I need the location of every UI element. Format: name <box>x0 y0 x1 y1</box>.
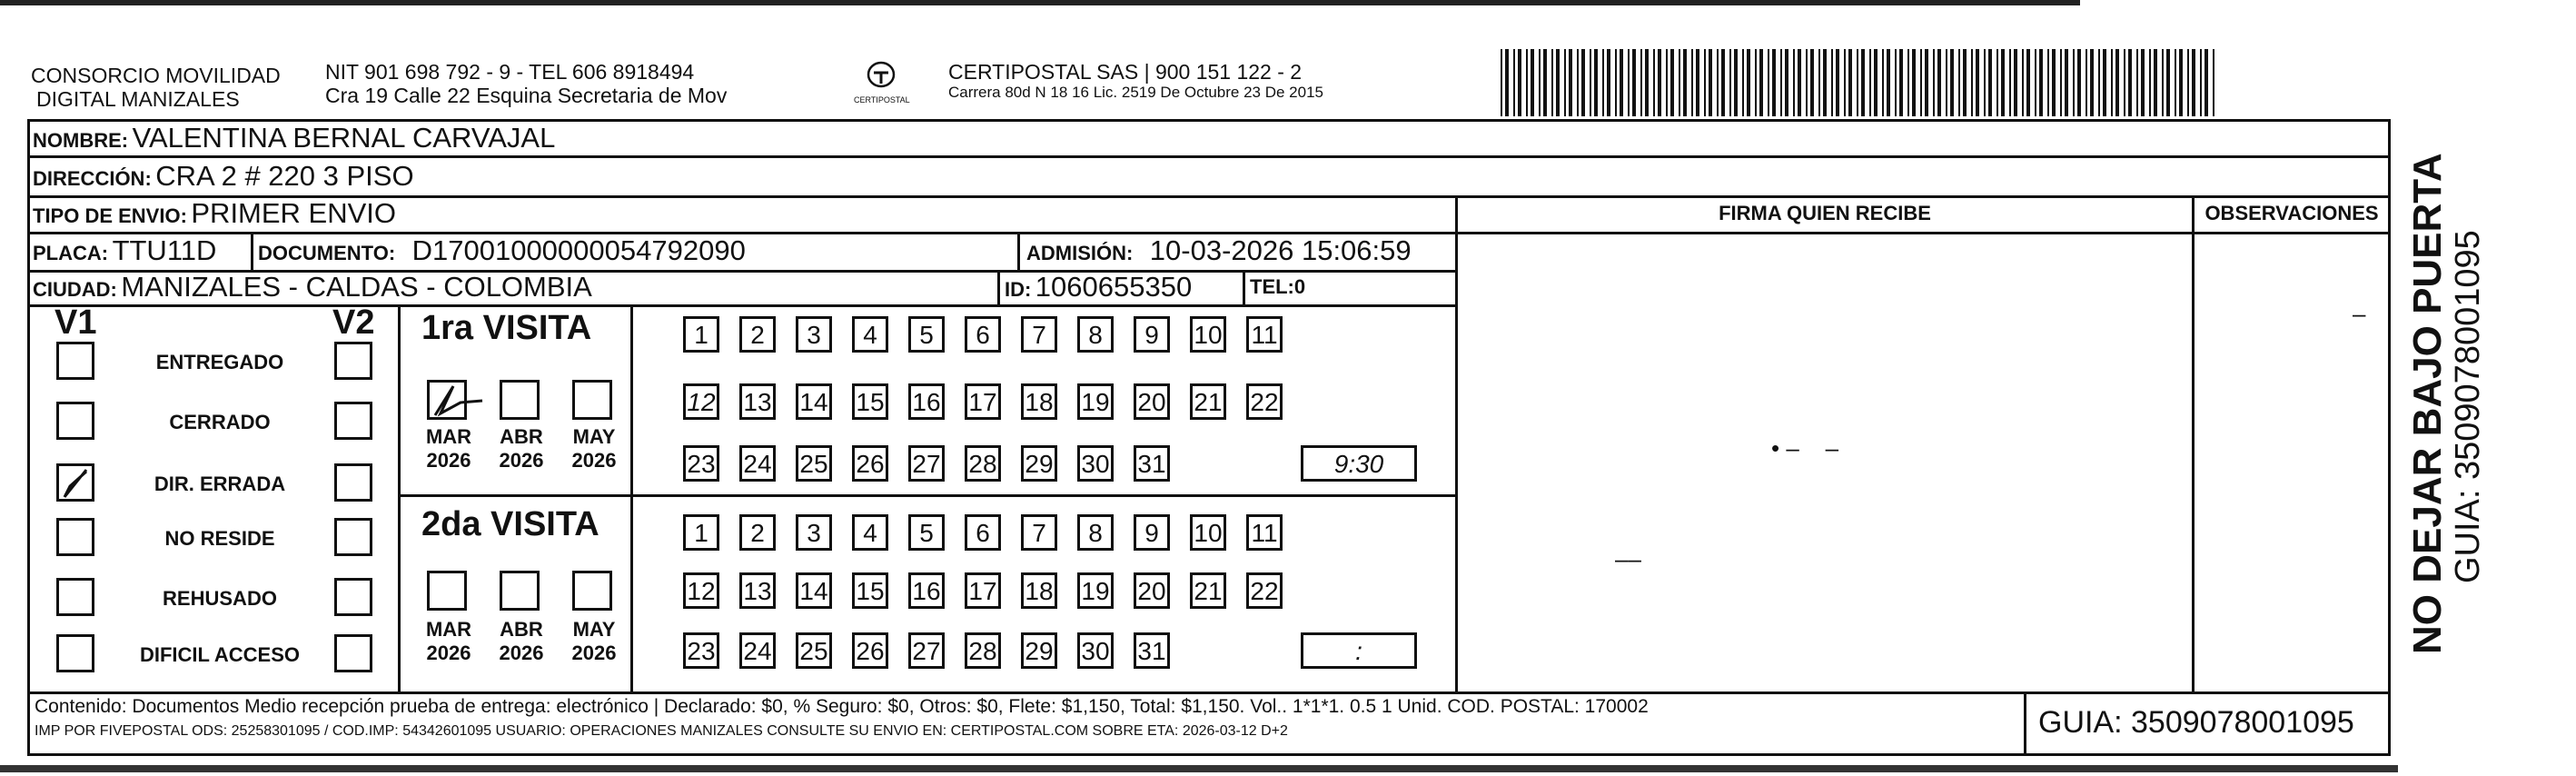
bottom-edge-line <box>0 765 2398 772</box>
status-label: NO RESIDE <box>164 527 275 550</box>
first-visit-day[interactable]: 29 <box>1021 445 1057 482</box>
signature-mark: • – – <box>1771 434 1839 462</box>
first-visit-day[interactable]: 14 <box>796 383 832 420</box>
barcode-image <box>1497 49 2220 116</box>
barcode <box>1497 49 2220 116</box>
first-visit-day[interactable]: 15 <box>852 383 888 420</box>
second-visit-month-label: ABR 2026 <box>499 618 544 664</box>
first-visit-day[interactable]: 10 <box>1190 316 1226 353</box>
first-visit-day[interactable]: 25 <box>796 445 832 482</box>
second-visit-time[interactable]: : <box>1301 632 1417 669</box>
tel-field: TEL:0 <box>1250 275 1306 298</box>
side-note <box>2407 145 2487 654</box>
first-visit-day[interactable]: 31 <box>1134 445 1170 482</box>
check-mark-icon <box>59 466 95 502</box>
second-visit-day[interactable]: 18 <box>1021 572 1057 609</box>
second-visit-day[interactable]: 14 <box>796 572 832 609</box>
second-visit-day[interactable]: 25 <box>796 632 832 669</box>
second-visit-title: 2da VISITA <box>421 505 599 543</box>
v1-checkbox[interactable] <box>56 518 94 556</box>
first-visit-month-label: MAY 2026 <box>571 425 617 472</box>
v1-checkbox[interactable] <box>56 342 94 380</box>
first-visit-day[interactable]: 7 <box>1021 316 1057 353</box>
status-label: ENTREGADO <box>155 351 284 373</box>
second-visit-day[interactable]: 16 <box>908 572 945 609</box>
second-visit-day[interactable]: 19 <box>1077 572 1114 609</box>
tipo-envio-row: TIPO DE ENVIO: PRIMER ENVIO <box>33 197 397 229</box>
observaciones-header: OBSERVACIONES <box>2204 202 2379 224</box>
v1-checkbox[interactable] <box>56 634 94 672</box>
second-visit-day[interactable]: 2 <box>739 514 776 551</box>
top-edge-line <box>0 0 2080 5</box>
footer-guia: GUIA: 3509078001095 <box>2038 705 2354 740</box>
admision-field: ADMISIÓN: 10-03-2026 15:06:59 <box>1026 234 1412 266</box>
second-visit-day[interactable]: 7 <box>1021 514 1057 551</box>
second-visit-day[interactable]: 31 <box>1134 632 1170 669</box>
first-visit-day[interactable]: 9 <box>1134 316 1170 353</box>
second-visit-day[interactable]: 9 <box>1134 514 1170 551</box>
first-visit-title: 1ra VISITA <box>421 309 592 347</box>
first-visit-day[interactable]: 24 <box>739 445 776 482</box>
second-visit-day[interactable]: 28 <box>965 632 1001 669</box>
second-visit-day[interactable]: 5 <box>908 514 945 551</box>
nombre-value: VALENTINA BERNAL CARVAJAL <box>132 122 556 154</box>
id-value: 1060655350 <box>1035 271 1193 303</box>
certipostal-logo-icon <box>863 60 899 91</box>
second-visit-day[interactable]: 13 <box>739 572 776 609</box>
first-visit-day[interactable]: 4 <box>852 316 888 353</box>
status-label: CERRADO <box>169 411 271 433</box>
certipostal-info: CERTIPOSTAL SAS | 900 151 122 - 2 Carrera 80d N 18 16 Lic. 2519 De Octubre 23 De 2015 <box>948 60 1323 101</box>
first-visit-day[interactable]: 27 <box>908 445 945 482</box>
first-visit-day[interactable]: 2 <box>739 316 776 353</box>
second-visit-month-label: MAY 2026 <box>571 618 617 664</box>
signature-mark-2: –– <box>1615 545 1641 572</box>
second-visit-month-box[interactable] <box>572 571 612 611</box>
v2-checkbox[interactable] <box>334 463 372 502</box>
placa-value: TTU11D <box>112 234 217 266</box>
v2-header: V2 <box>332 303 375 342</box>
scribble-mark-icon <box>430 383 484 419</box>
v2-checkbox[interactable] <box>334 342 372 380</box>
direccion-value: CRA 2 # 220 3 PISO <box>155 160 414 192</box>
status-label: DIR. ERRADA <box>154 473 286 495</box>
status-label: DIFICIL ACCESO <box>139 643 300 666</box>
v2-checkbox[interactable] <box>334 578 372 616</box>
second-visit-day[interactable]: 10 <box>1190 514 1226 551</box>
v1-checkbox[interactable] <box>56 578 94 616</box>
second-visit-day[interactable]: 30 <box>1077 632 1114 669</box>
second-visit-day[interactable]: 21 <box>1190 572 1226 609</box>
first-visit-day[interactable]: 18 <box>1021 383 1057 420</box>
footer-contenido: Contenido: Documentos Medio recepción prueba de entrega: electrónico | Declarado: $0, % Seguro: $0, Otros: $0, Flete: $1,150, Total: $1,150. Vol.. 1*1*1. 0.5 1 Unid. COD. POSTAL: 170002 <box>35 696 1649 717</box>
first-visit-day[interactable]: 6 <box>965 316 1001 353</box>
first-visit-month-label: MAR 2026 <box>425 425 472 472</box>
first-visit-month-box[interactable] <box>427 380 467 420</box>
first-visit-day[interactable]: 16 <box>908 383 945 420</box>
first-visit-time[interactable]: 9:30 <box>1301 445 1417 482</box>
admision-value: 10-03-2026 15:06:59 <box>1149 234 1412 266</box>
placa-field: PLACA: TTU11D <box>33 234 217 266</box>
observaciones-mark: – <box>2353 300 2366 327</box>
first-visit-day[interactable]: 17 <box>965 383 1001 420</box>
tel-value: 0 <box>1293 275 1306 298</box>
second-visit-day[interactable]: 1 <box>683 514 719 551</box>
second-visit-month-box[interactable] <box>500 571 540 611</box>
certipostal-logo: CERTIPOSTAL <box>854 60 908 104</box>
v2-checkbox[interactable] <box>334 634 372 672</box>
first-visit-day[interactable]: 19 <box>1077 383 1114 420</box>
second-visit-day[interactable]: 24 <box>739 632 776 669</box>
first-visit-month-box[interactable] <box>500 380 540 420</box>
second-visit-day[interactable]: 6 <box>965 514 1001 551</box>
ciudad-value: MANIZALES - CALDAS - COLOMBIA <box>121 271 592 303</box>
first-visit-day[interactable]: 8 <box>1077 316 1114 353</box>
first-visit-day[interactable]: 12 <box>683 383 719 420</box>
first-visit-day[interactable]: 28 <box>965 445 1001 482</box>
direccion-row: DIRECCIÓN: CRA 2 # 220 3 PISO <box>33 160 414 192</box>
second-visit-day[interactable]: 17 <box>965 572 1001 609</box>
footer-imp: IMP POR FIVEPOSTAL ODS: 25258301095 / COD.IMP: 54342601095 USUARIO: OPERACIONES MANIZALES CONSULTE SU ENVIO EN: CERTIPOSTAL.COM SOBRE ETA: 2026-03-12 D+2 <box>35 723 1288 739</box>
second-visit-day[interactable]: 20 <box>1134 572 1170 609</box>
first-visit-day[interactable]: 13 <box>739 383 776 420</box>
first-visit-day[interactable]: 20 <box>1134 383 1170 420</box>
second-visit-day[interactable]: 23 <box>683 632 719 669</box>
tipo-envio-value: PRIMER ENVIO <box>191 197 397 229</box>
first-visit-day[interactable]: 1 <box>683 316 719 353</box>
v2-checkbox[interactable] <box>334 402 372 440</box>
nombre-row: NOMBRE: VALENTINA BERNAL CARVAJAL <box>33 122 556 154</box>
firma-header: FIRMA QUIEN RECIBE <box>1719 202 1931 224</box>
documento-field: DOCUMENTO: D17001000000054792090 <box>258 234 746 266</box>
v1-header: V1 <box>54 303 97 342</box>
first-visit-day[interactable]: 11 <box>1246 316 1283 353</box>
second-visit-day[interactable]: 22 <box>1246 572 1283 609</box>
second-visit-day[interactable]: 3 <box>796 514 832 551</box>
status-label: REHUSADO <box>163 587 277 610</box>
company-name: CONSORCIO MOVILIDAD DIGITAL MANIZALES <box>31 64 281 111</box>
second-visit-month-box[interactable] <box>427 571 467 611</box>
second-visit-month-label: MAR 2026 <box>425 618 472 664</box>
first-visit-day[interactable]: 26 <box>852 445 888 482</box>
first-visit-day[interactable]: 3 <box>796 316 832 353</box>
second-visit-day[interactable]: 26 <box>852 632 888 669</box>
first-visit-month-box[interactable] <box>572 380 612 420</box>
v1-checkbox[interactable] <box>56 402 94 440</box>
first-visit-day[interactable]: 22 <box>1246 383 1283 420</box>
v2-checkbox[interactable] <box>334 518 372 556</box>
id-field: ID: 1060655350 <box>1005 271 1193 303</box>
no-dejar-text: NO DEJAR BAJO PUERTA <box>2405 153 2450 654</box>
second-visit-day[interactable]: 8 <box>1077 514 1114 551</box>
v1-checkbox[interactable] <box>56 463 94 502</box>
second-visit-day[interactable]: 27 <box>908 632 945 669</box>
side-guia-text: GUIA: 3509078001095 <box>2449 230 2487 583</box>
second-visit-day[interactable]: 15 <box>852 572 888 609</box>
ciudad-field: CIUDAD: MANIZALES - CALDAS - COLOMBIA <box>33 271 592 303</box>
documento-value: D17001000000054792090 <box>411 234 746 266</box>
second-visit-day[interactable]: 11 <box>1246 514 1283 551</box>
first-visit-day[interactable]: 21 <box>1190 383 1226 420</box>
second-visit-day[interactable]: 12 <box>683 572 719 609</box>
first-visit-day[interactable]: 30 <box>1077 445 1114 482</box>
second-visit-day[interactable]: 29 <box>1021 632 1057 669</box>
company-nit: NIT 901 698 792 - 9 - TEL 606 8918494 Cra 19 Calle 22 Esquina Secretaria de Mov <box>325 60 728 107</box>
second-visit-day[interactable]: 4 <box>852 514 888 551</box>
first-visit-day[interactable]: 5 <box>908 316 945 353</box>
first-visit-month-label: ABR 2026 <box>499 425 544 472</box>
first-visit-day[interactable]: 23 <box>683 445 719 482</box>
